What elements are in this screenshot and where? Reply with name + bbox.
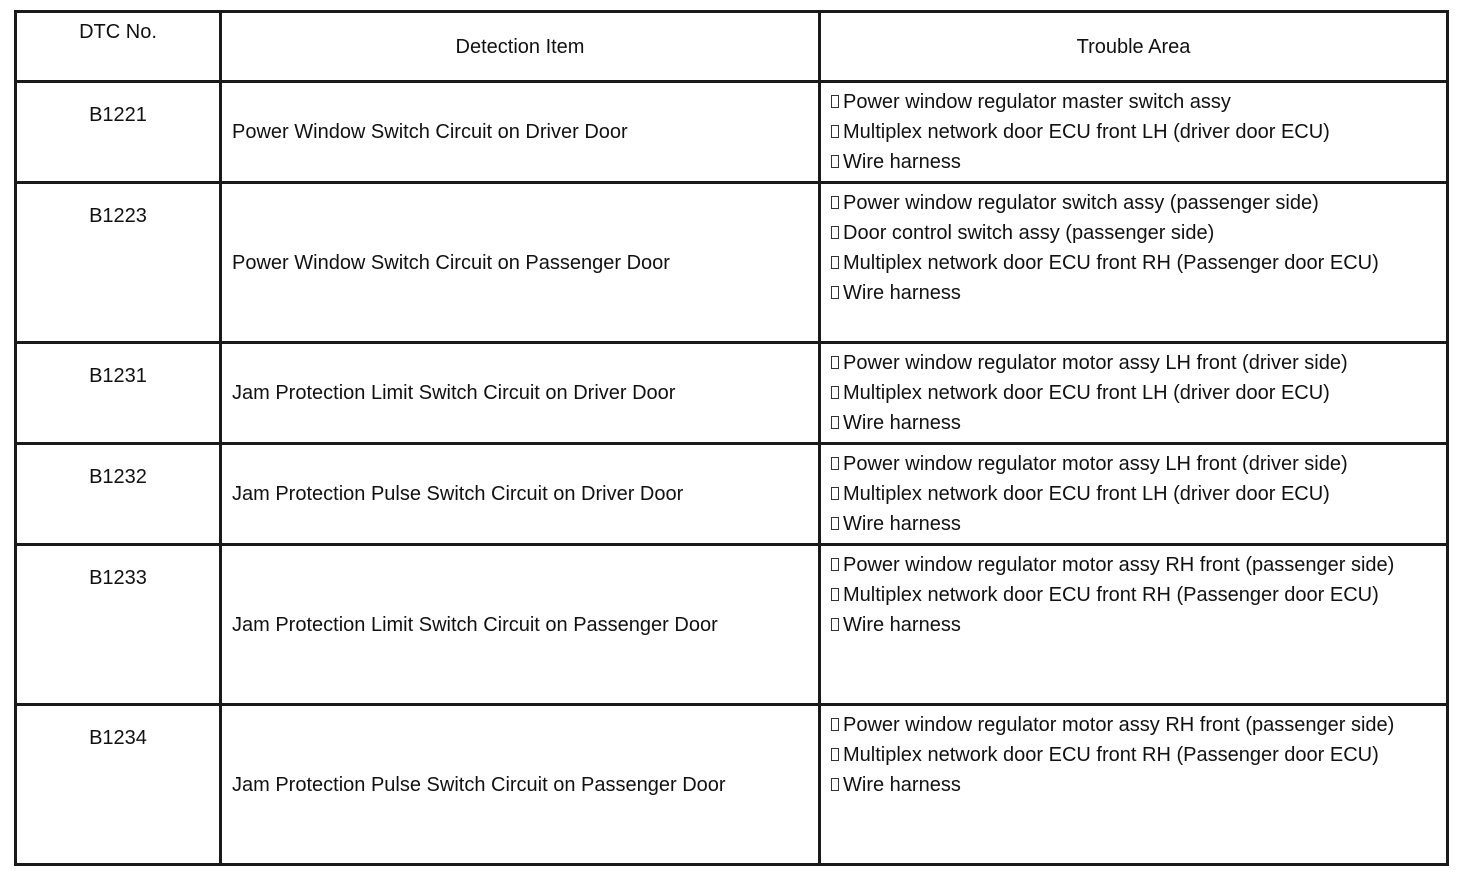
trouble-area-text: Power window regulator motor assy LH front (driver side) [843,453,1348,475]
table-row [16,183,1448,343]
dtc-code: B1232 [16,444,221,545]
header-dtc-no: DTC No. [16,12,221,82]
trouble-area-item [831,770,1440,800]
trouble-area-text: Multiplex network door ECU front LH (driver door ECU) [843,382,1330,404]
checkbox-bullet-icon [831,226,839,239]
checkbox-bullet-icon [831,286,839,299]
trouble-area-item [831,378,1440,408]
trouble-area-text: Wire harness [843,513,961,535]
trouble-area-item [831,449,1440,479]
trouble-area-item [831,710,1440,740]
trouble-area-item [831,408,1440,438]
checkbox-bullet-icon [831,778,839,791]
checkbox-bullet-icon [831,748,839,761]
trouble-area-text: Wire harness [843,412,961,434]
checkbox-bullet-icon [831,618,839,631]
checkbox-bullet-icon [831,487,839,500]
trouble-area-item [831,278,1440,308]
trouble-area-item [831,117,1440,147]
detection-item: Jam Protection Limit Switch Circuit on Driver Door [221,343,820,444]
detection-item: Power Window Switch Circuit on Passenger Door [221,183,820,343]
trouble-area-item [831,188,1440,218]
dtc-code: B1221 [16,82,221,183]
checkbox-bullet-icon [831,517,839,530]
table-row [16,705,1448,865]
trouble-area-text: Wire harness [843,151,961,173]
header-detection-item: Detection Item [221,12,820,82]
trouble-area-item [831,147,1440,177]
trouble-area-text: Power window regulator motor assy RH front (passenger side) [843,554,1395,576]
table-header [16,12,1448,82]
trouble-area-text: Multiplex network door ECU front RH (Passenger door ECU) [843,252,1379,274]
trouble-area [820,183,1448,343]
checkbox-bullet-icon [831,256,839,269]
table-row [16,444,1448,545]
table-body [16,82,1448,865]
trouble-area-text: Multiplex network door ECU front LH (driver door ECU) [843,483,1330,505]
trouble-area-text: Wire harness [843,774,961,796]
trouble-area-item [831,87,1440,117]
trouble-area-item [831,580,1440,610]
detection-item: Jam Protection Pulse Switch Circuit on Driver Door [221,444,820,545]
trouble-area [820,444,1448,545]
detection-item: Jam Protection Limit Switch Circuit on Passenger Door [221,545,820,705]
table-row [16,343,1448,444]
trouble-area-text: Multiplex network door ECU front RH (Passenger door ECU) [843,584,1379,606]
checkbox-bullet-icon [831,588,839,601]
trouble-area-text: Power window regulator master switch assy [843,91,1231,113]
detection-item: Jam Protection Pulse Switch Circuit on Passenger Door [221,705,820,865]
trouble-area-item [831,610,1440,640]
trouble-area-text: Power window regulator switch assy (passenger side) [843,192,1319,214]
checkbox-bullet-icon [831,356,839,369]
trouble-area-item [831,550,1440,580]
trouble-area-text: Multiplex network door ECU front LH (driver door ECU) [843,121,1330,143]
trouble-area-item [831,248,1440,278]
checkbox-bullet-icon [831,196,839,209]
trouble-area [820,705,1448,865]
trouble-area [820,545,1448,705]
trouble-area-list [831,348,1440,438]
trouble-area-list [831,710,1440,800]
trouble-area-list [831,188,1440,308]
detection-item: Power Window Switch Circuit on Driver Door [221,82,820,183]
trouble-area-item [831,218,1440,248]
trouble-area-list [831,550,1440,640]
checkbox-bullet-icon [831,718,839,731]
trouble-area-list [831,87,1440,177]
dtc-code: B1234 [16,705,221,865]
checkbox-bullet-icon [831,155,839,168]
trouble-area-text: Power window regulator motor assy RH front (passenger side) [843,714,1395,736]
table-row [16,545,1448,705]
trouble-area-list [831,449,1440,539]
trouble-area-text: Power window regulator motor assy LH front (driver side) [843,352,1348,374]
checkbox-bullet-icon [831,457,839,470]
checkbox-bullet-icon [831,386,839,399]
table-row [16,82,1448,183]
dtc-code: B1233 [16,545,221,705]
trouble-area [820,82,1448,183]
trouble-area [820,343,1448,444]
trouble-area-text: Wire harness [843,614,961,636]
header-trouble-area: Trouble Area [820,12,1448,82]
header-row [16,12,1448,82]
checkbox-bullet-icon [831,416,839,429]
trouble-area-item [831,348,1440,378]
dtc-code: B1223 [16,183,221,343]
trouble-area-item [831,509,1440,539]
dtc-code: B1231 [16,343,221,444]
trouble-area-text: Multiplex network door ECU front RH (Passenger door ECU) [843,744,1379,766]
dtc-table [14,10,1449,866]
checkbox-bullet-icon [831,558,839,571]
trouble-area-item [831,740,1440,770]
trouble-area-text: Door control switch assy (passenger side) [843,222,1215,244]
checkbox-bullet-icon [831,95,839,108]
checkbox-bullet-icon [831,125,839,138]
trouble-area-item [831,479,1440,509]
trouble-area-text: Wire harness [843,282,961,304]
